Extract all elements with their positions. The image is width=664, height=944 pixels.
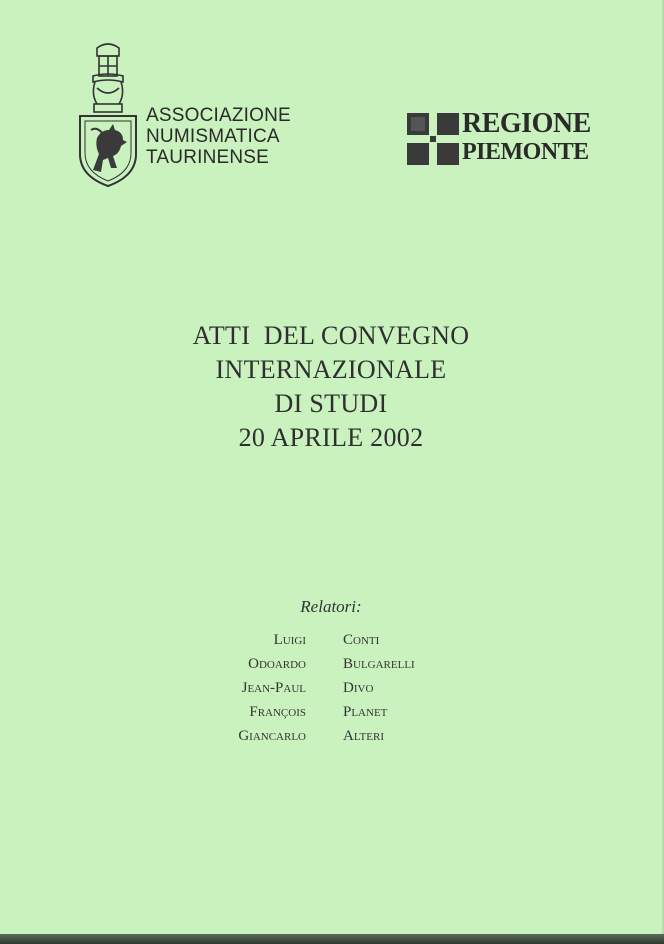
regione-wordmark-line: PIEMONTE [462, 139, 589, 165]
regione-piemonte-wordmark [462, 110, 591, 166]
speaker-row [180, 632, 480, 656]
page-bottom-edge [0, 934, 664, 944]
title-line: DI STUDI [274, 389, 388, 418]
association-name-line: NUMISMATICA [146, 126, 280, 147]
association-name-line: TAURINENSE [146, 147, 270, 168]
title-line: 20 APRILE 2002 [238, 423, 424, 452]
relatori-heading: Relatori: [300, 597, 362, 616]
speaker-row [180, 680, 480, 704]
title-line: INTERNAZIONALE [215, 355, 447, 384]
speaker-first-name: Odoardo [248, 656, 306, 672]
speaker-first-name: Luigi [273, 632, 306, 648]
speaker-last-name: Planet [343, 704, 388, 720]
speaker-last-name: Divo [343, 680, 374, 696]
regione-wordmark-line: REGIONE [462, 108, 591, 139]
speaker-last-name: Conti [343, 632, 380, 648]
speaker-row [180, 704, 480, 728]
speaker-list [180, 632, 480, 752]
cross-flag-icon [407, 113, 459, 165]
speaker-first-name: Jean-Paul [241, 680, 306, 696]
bull-shield-crest-icon [77, 42, 139, 188]
association-name-line: ASSOCIAZIONE [146, 105, 291, 126]
speaker-last-name: Alteri [343, 728, 384, 744]
speaker-row [180, 728, 480, 752]
document-title [0, 319, 662, 455]
speaker-first-name: François [249, 704, 306, 720]
association-name [146, 105, 291, 168]
speaker-last-name: Bulgarelli [343, 656, 415, 672]
title-line: ATTI DEL CONVEGNO [192, 321, 470, 350]
speaker-first-name: Giancarlo [238, 728, 306, 744]
speaker-row [180, 656, 480, 680]
